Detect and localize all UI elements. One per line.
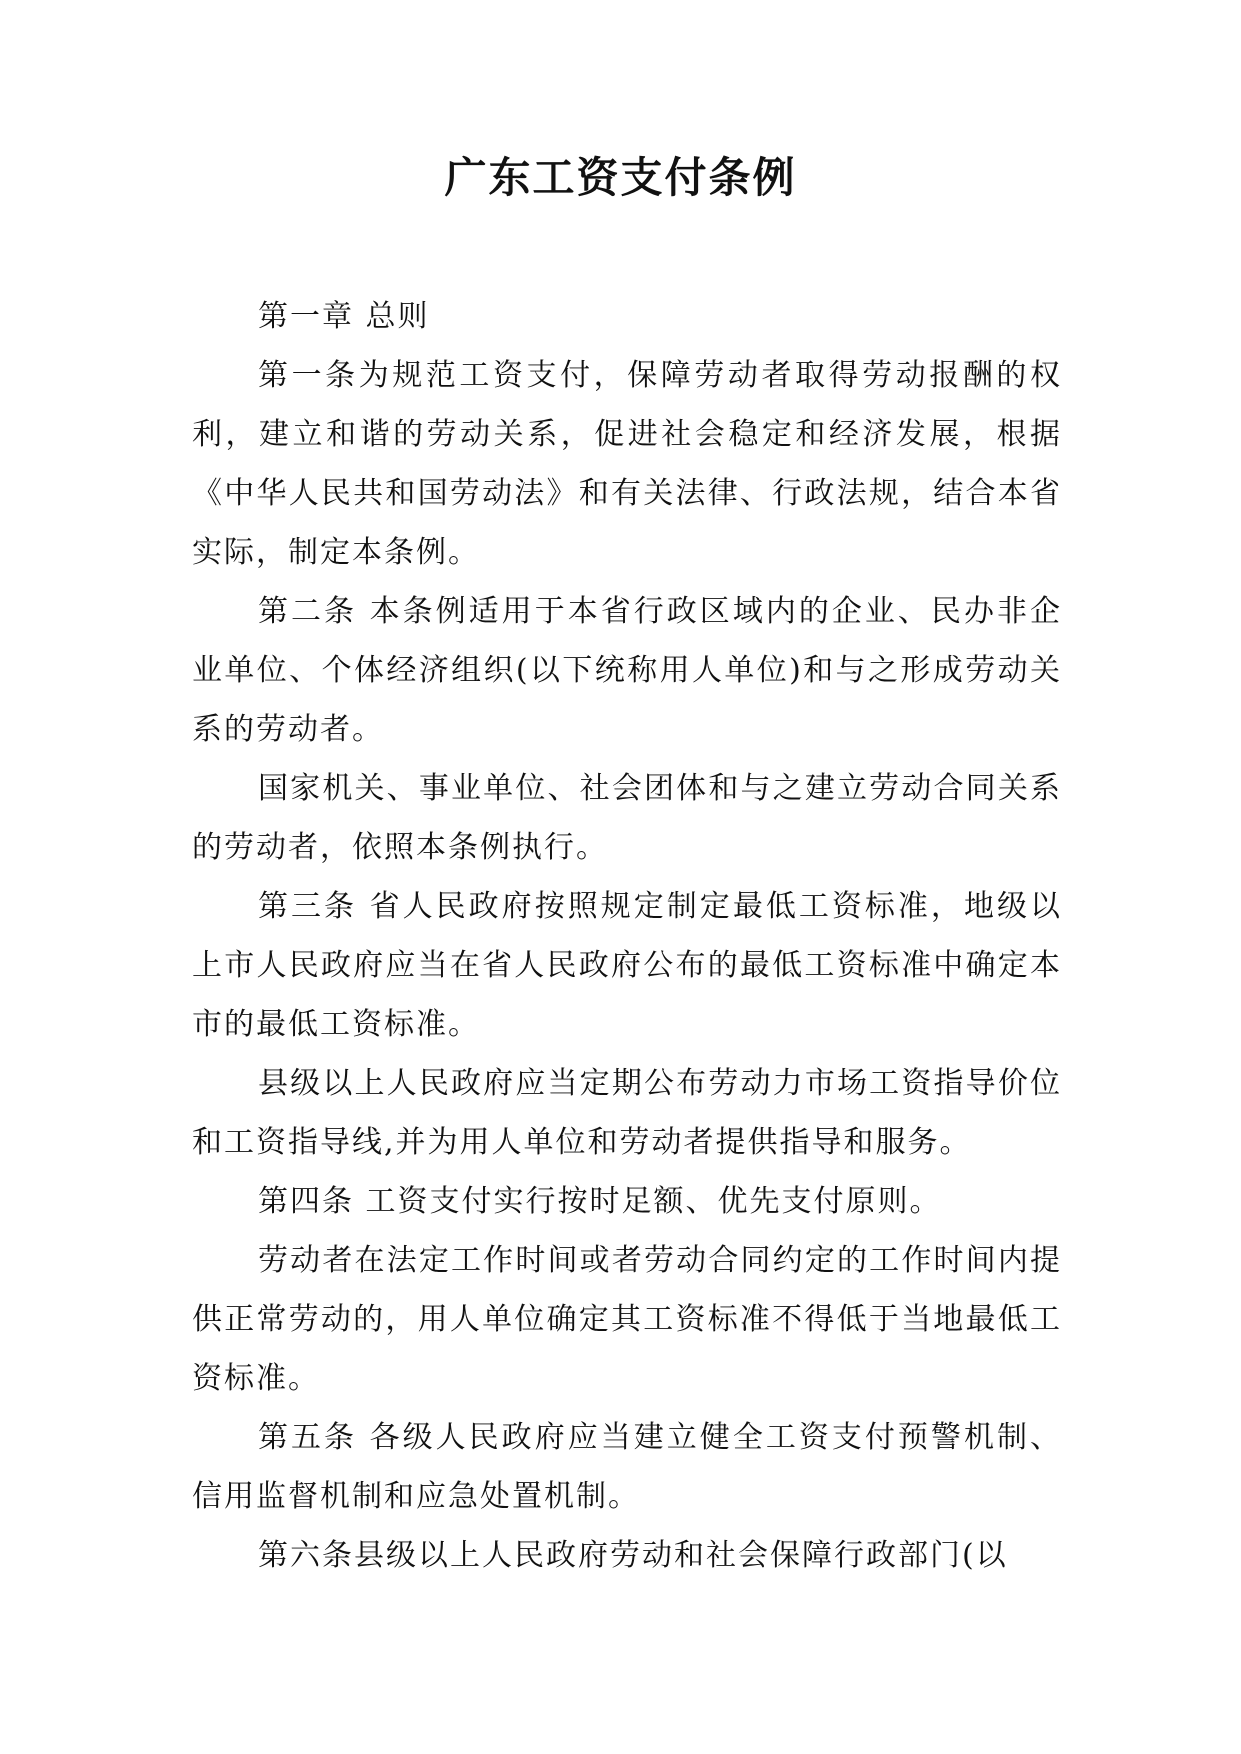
article-6: 第六条县级以上人民政府劳动和社会保障行政部门(以: [258, 1538, 1008, 1573]
article-2-paragraph-2: 国家机关、事业单位、社会团体和与之建立劳动合同关系的劳动者，依照本条例执行。: [192, 771, 1062, 865]
chapter-heading: 第一章 总则: [258, 299, 430, 334]
document-title: 广东工资支付条例: [444, 153, 797, 202]
article-1: 第一条为规范工资支付，保障劳动者取得劳动报酬的权利，建立和谐的劳动关系，促进社会稳定和经济发展，根据《中华人民共和国劳动法》和有关法律、行政法规，结合本省实际，制定本条例。: [192, 358, 1062, 570]
article-4: 第四条 工资支付实行按时足额、优先支付原则。: [258, 1184, 942, 1219]
article-4-paragraph-2: 劳动者在法定工作时间或者劳动合同约定的工作时间内提供正常劳动的，用人单位确定其工资标准不得低于当地最低工资标准。: [192, 1243, 1062, 1396]
article-3-paragraph-2: 县级以上人民政府应当定期公布劳动力市场工资指导价位和工资指导线,并为用人单位和劳动者提供指导和服务。: [192, 1066, 1062, 1160]
document-body: [192, 287, 1062, 1585]
article-2: 第二条 本条例适用于本省行政区域内的企业、民办非企业单位、个体经济组织(以下统称用人单位)和与之形成劳动关系的劳动者。: [192, 594, 1062, 747]
article-3: 第三条 省人民政府按照规定制定最低工资标准，地级以上市人民政府应当在省人民政府公布的最低工资标准中确定本市的最低工资标准。: [192, 889, 1062, 1042]
article-5: 第五条 各级人民政府应当建立健全工资支付预警机制、信用监督机制和应急处置机制。: [192, 1420, 1062, 1514]
